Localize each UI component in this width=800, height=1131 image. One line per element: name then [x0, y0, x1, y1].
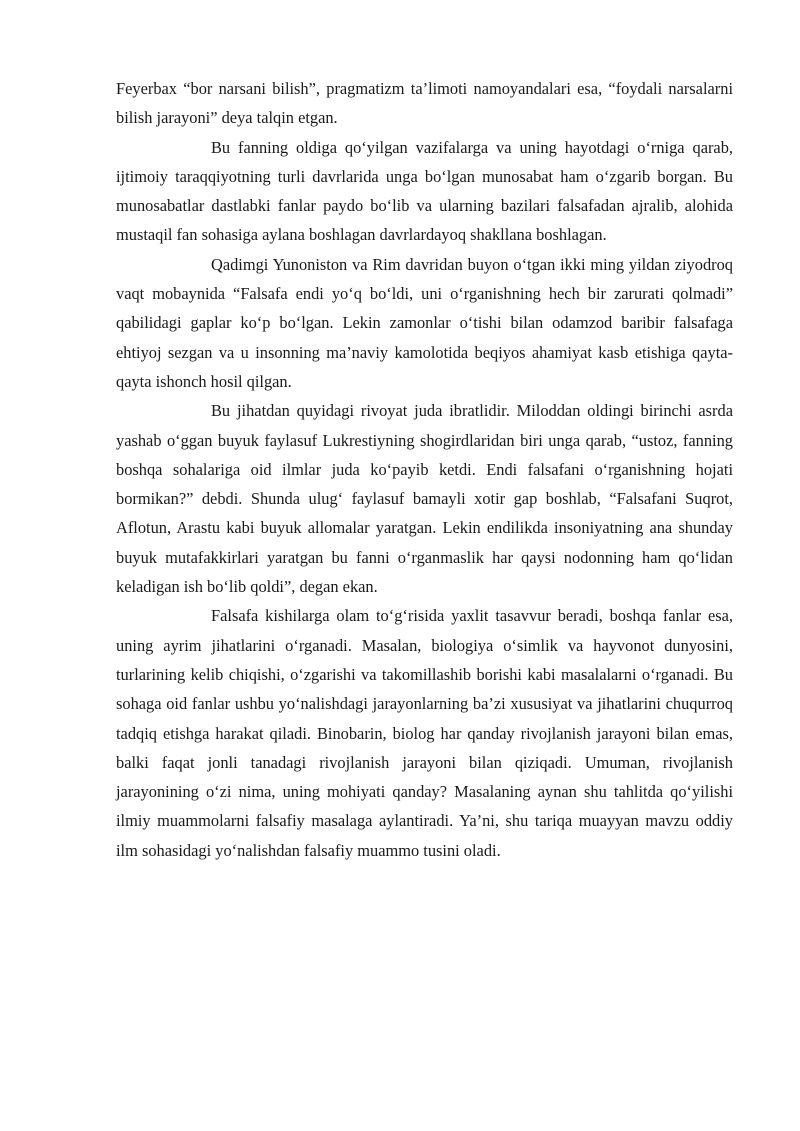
paragraph-philosophy-vs-sciences: Falsafa kishilarga olam to‘g‘risida yaxlit tasavvur beradi, boshqa fanlar esa, uning ayrim jihatlarini o‘rganadi. Masalan, biologiya o‘simlik va hayvonot dunyosini, turlarining kelib chiqishi, o‘zgarishi va takomillashib borishi kabi masalalarni o‘rganadi. Bu sohaga oid fanlar ushbu yo‘nalishdagi jarayonlarning ba’zi xususiyat va jihatlarini chuqurroq tadqiq etishga harakat qiladi. Binobarin, biolog har qanday rivojlanish jarayoni bilan emas, balki faqat jonli tanadagi rivojlanish jarayoni bilan qiziqadi. Umuman, rivojlanish jarayonining o‘zi nima, uning mohiyati qanday? Masalaning aynan shu tahlitda qo‘yilishi ilmiy muammolarni falsafiy masalaga aylantiradi. Ya’ni, shu tariqa muayyan mavzu oddiy ilm sohasidagi yo‘nalishdan falsafiy muammo tusini oladi.: [116, 606, 733, 860]
document-page: [116, 74, 733, 865]
paragraph-continuation: Feyerbax “bor narsani bilish”, pragmatizm ta’limoti namoyandalari esa, “foydali narsalarni bilish jarayoni” deya talqin etgan.: [116, 79, 733, 128]
paragraph-attitudes: Bu fanning oldiga qo‘yilgan vazifalarga va uning hayotdagi o‘rniga qarab, ijtimoiy taraqqiyotning turli davrlarida unga bo‘lgan munosabat ham o‘zgarib borgan. Bu munosabatlar dastlabki fanlar paydo bo‘lib va ularning bazilari falsafadan ajralib, alohida mustaqil fan sohasiga aylana boshlagan davrlardayoq shakllana boshlagan.: [116, 137, 733, 245]
paragraph-legend: Bu jihatdan quyidagi rivoyat juda ibratlidir. Miloddan oldingi birinchi asrda yashab o‘ggan buyuk faylasuf Lukrestiyning shogirdlaridan biri unga qarab, “ustoz, fanning boshqa sohalariga oid ilmlar juda ko‘payib ketdi. Endi falsafani o‘rganishning hojati bormikan?” debdi. Shunda ulug‘ faylasuf bamayli xotir gap boshlab, “Falsafani Suqrot, Aflotun, Arastu kabi buyuk allomalar yaratgan. Lekin endilikda insoniyatning ana shunday buyuk mutafakkirlari yaratgan bu fanni o‘rganmaslik har qaysi nodonning ham qo‘lidan keladigan ish bo‘lib qoldi”, degan ekan.: [116, 401, 733, 597]
paragraph-ancient-times: Qadimgi Yunoniston va Rim davridan buyon o‘tgan ikki ming yildan ziyodroq vaqt mobaynida “Falsafa endi yo‘q bo‘ldi, uni o‘rganishning hech bir zarurati qolmadi” qabilidagi gaplar ko‘p bo‘lgan. Lekin zamonlar o‘tishi bilan odamzod baribir falsafaga ehtiyoj sezgan va u insonning ma’naviy kamolotida beqiyos ahamiyat kasb etishiga qayta-qayta ishonch hosil qilgan.: [116, 254, 733, 391]
